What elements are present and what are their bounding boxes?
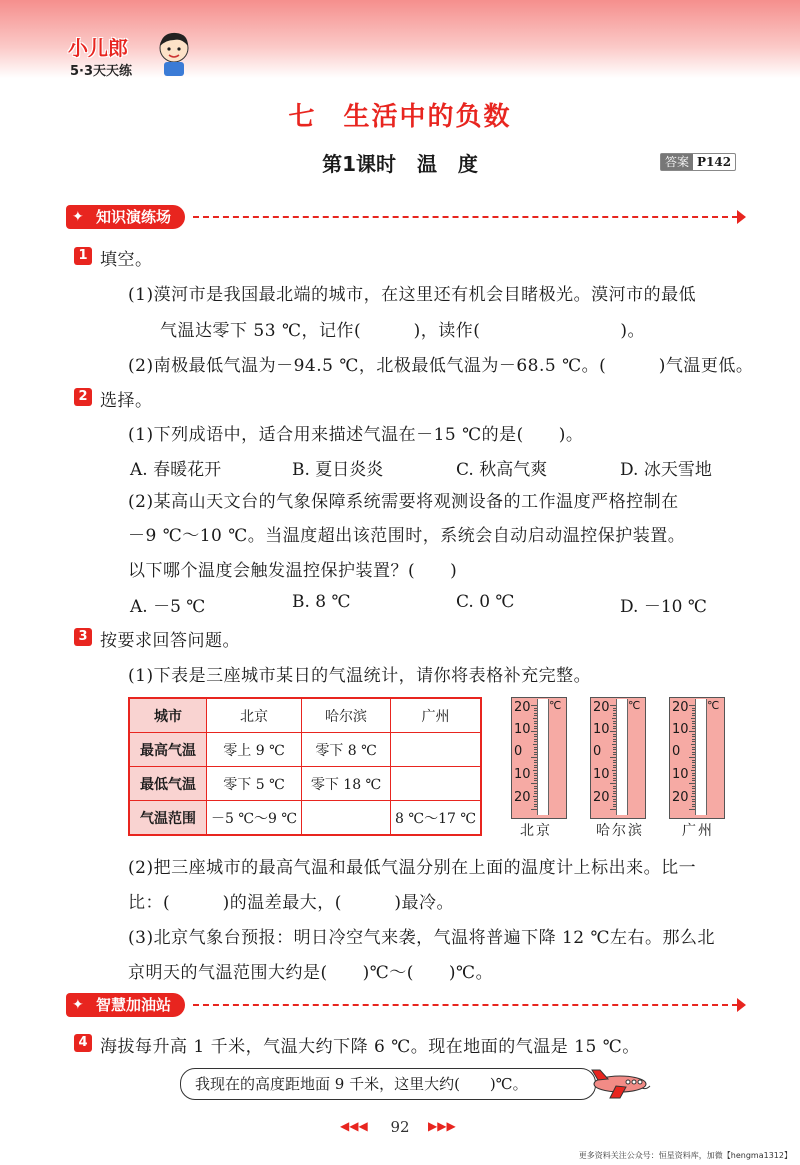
- thermometer-tick: [613, 741, 616, 742]
- thermometer-tick: [534, 786, 537, 787]
- dashed-divider: [193, 1004, 738, 1006]
- thermometer-tick: [689, 783, 695, 784]
- tick-label: 0: [672, 744, 681, 759]
- thermometer-tick: [534, 728, 537, 729]
- table-cell: －5 ℃～9 ℃: [207, 801, 302, 836]
- thermometer-tick: [691, 796, 695, 797]
- thermometer-tick: [689, 809, 695, 810]
- thermometer-tick: [533, 770, 537, 771]
- tick-label: 20: [514, 790, 531, 805]
- thermometer-tube: [537, 699, 549, 815]
- thermometer-tick: [613, 780, 616, 781]
- thermometer-tick: [692, 767, 695, 768]
- thermometer-tick: [534, 788, 537, 789]
- thermometer-tick: [692, 804, 695, 805]
- thermometer-tick: [534, 780, 537, 781]
- section-pill: [66, 993, 185, 1017]
- thermometer-tick: [534, 775, 537, 776]
- thermometer-tick: [692, 736, 695, 737]
- tick-label: 0: [514, 744, 523, 759]
- thermometer-tick: [531, 809, 537, 810]
- thermometer-tick: [534, 736, 537, 737]
- thermometer-tick: [692, 799, 695, 800]
- city-label: 广州: [682, 823, 714, 839]
- thermometer-tick: [533, 718, 537, 719]
- thermometer-tick: [613, 760, 616, 761]
- question-line: (1)漠河市是我国最北端的城市，在这里还有机会目睹极光。漠河市的最低: [128, 285, 697, 305]
- question-number: 1: [74, 247, 92, 265]
- thermometer-tick: [692, 801, 695, 802]
- thermometer-tick: [692, 713, 695, 714]
- thermometer-tick: [534, 713, 537, 714]
- option-b: B. 夏日炎炎: [292, 460, 384, 480]
- thermometer-tick: [534, 747, 537, 748]
- thermometer-tick: [534, 739, 537, 740]
- thermometer-tick: [613, 791, 616, 792]
- thermometer-tick: [613, 723, 616, 724]
- thermometer-tick: [613, 726, 616, 727]
- tick-label: 0: [593, 744, 602, 759]
- thermometer-tick: [691, 718, 695, 719]
- table-row: [129, 767, 481, 801]
- thermometer-tick: [692, 721, 695, 722]
- table-cell-blank[interactable]: [391, 733, 481, 767]
- thermometer-tick: [534, 778, 537, 779]
- logo-subtitle: 5·3天天练: [70, 64, 133, 79]
- section-header-practice: [66, 205, 746, 229]
- answer-reference: [660, 153, 736, 171]
- table-cell: 零上 9 ℃: [207, 733, 302, 767]
- thermometer-tick: [692, 708, 695, 709]
- question-line: 比：( )的温差最大，( )最冷。: [128, 893, 455, 913]
- table-header-cell: 城市: [129, 698, 207, 733]
- thermometer-tick: [613, 762, 616, 763]
- option-d: D. 冰天雪地: [620, 460, 712, 480]
- thermometer-tick: [692, 806, 695, 807]
- thermometer-tick: [612, 718, 616, 719]
- table-cell: 零下 5 ℃: [207, 767, 302, 801]
- thermometer-tick: [692, 749, 695, 750]
- thermometer-tick: [692, 747, 695, 748]
- table-row: [129, 733, 481, 767]
- thermometer-tick: [692, 760, 695, 761]
- thermometer-tick: [531, 705, 537, 706]
- table-header-cell: 广州: [391, 698, 481, 733]
- city-label: 北京: [520, 823, 552, 839]
- thermometer-tick: [534, 710, 537, 711]
- question-line: (2)南极最低气温为－94.5 ℃，北极最低气温为－68.5 ℃。( )气温更低。: [128, 356, 754, 376]
- sparkle-icon: ✦: [72, 209, 84, 225]
- option-a: A. 春暖花开: [130, 460, 222, 480]
- section-title: 智慧加油站: [96, 996, 172, 1014]
- question-line: (2)某高山天文台的气象保障系统需要将观测设备的工作温度严格控制在: [128, 492, 679, 512]
- page-number: 92: [390, 1118, 410, 1136]
- thermometer-tick: [613, 765, 616, 766]
- thermometer-tick: [613, 752, 616, 753]
- brand-logo: [62, 28, 192, 88]
- tick-label: 10: [672, 722, 689, 737]
- thermometer-tick: [613, 773, 616, 774]
- option-c: C. 0 ℃: [456, 592, 515, 612]
- thermometer-tick: [613, 715, 616, 716]
- thermometer-tick: [610, 731, 616, 732]
- table-cell: 零下 18 ℃: [302, 767, 391, 801]
- tick-label: 10: [593, 767, 610, 782]
- question-line: (1)下表是三座城市某日的气温统计，请你将表格补充完整。: [128, 666, 592, 686]
- question-line: 以下哪个温度会触发温控保护装置？( ): [128, 561, 458, 581]
- thermometer-tick: [534, 760, 537, 761]
- thermometer-tick: [692, 728, 695, 729]
- sparkle-icon: ✦: [72, 997, 84, 1013]
- thermometer-tick: [531, 731, 537, 732]
- arrow-icon: [737, 998, 746, 1012]
- tick-label: 20: [672, 700, 689, 715]
- row-label: 最低气温: [129, 767, 207, 801]
- question-number: 2: [74, 388, 92, 406]
- thermometer-tick: [534, 762, 537, 763]
- row-label: 最高气温: [129, 733, 207, 767]
- question-line: 京明天的气温范围大约是( )℃～( )℃。: [128, 963, 494, 983]
- thermometer-tick: [691, 744, 695, 745]
- thermometer-tick: [612, 770, 616, 771]
- thermometer-tick: [689, 705, 695, 706]
- thermometer-tick: [613, 728, 616, 729]
- thermometer-tick: [613, 708, 616, 709]
- city-label: 哈尔滨: [596, 823, 644, 839]
- thermometer-tick: [613, 736, 616, 737]
- thermometer-tick: [613, 804, 616, 805]
- thermometer-tick: [613, 801, 616, 802]
- table-row: [129, 801, 481, 836]
- arrow-icon: [737, 210, 746, 224]
- airplane-icon: [590, 1066, 654, 1100]
- thermometer-tick: [692, 793, 695, 794]
- table-cell-blank[interactable]: [302, 801, 391, 836]
- thermometer-tick: [534, 741, 537, 742]
- thermometer-tick: [613, 778, 616, 779]
- thermometer-tick: [534, 754, 537, 755]
- thermometer-tube: [616, 699, 628, 815]
- thermometer-tick: [692, 710, 695, 711]
- section-title: 知识演练场: [96, 208, 172, 226]
- unit-label: ℃: [628, 699, 641, 712]
- footer-note: 更多资料关注公众号：恒星资料库，加微【hengma1312】: [578, 1151, 792, 1160]
- question-stem: 按要求回答问题。: [100, 631, 240, 651]
- thermometer-tick: [613, 806, 616, 807]
- question-number: 3: [74, 628, 92, 646]
- thermometer-tick: [610, 809, 616, 810]
- table-header-cell: 北京: [207, 698, 302, 733]
- thermometer-tick: [692, 762, 695, 763]
- table-cell: 8 ℃～17 ℃: [391, 801, 481, 836]
- question-stem: 填空。: [100, 250, 153, 270]
- speech-bubble: 我现在的高度距地面 9 千米，这里大约( )℃。: [180, 1068, 596, 1100]
- thermometer-tick: [691, 770, 695, 771]
- table-header-row: [129, 698, 481, 733]
- thermometer-tick: [534, 806, 537, 807]
- tick-label: 20: [593, 790, 610, 805]
- lesson-title: 第1课时 温 度: [322, 152, 478, 176]
- table-header-cell: 哈尔滨: [302, 698, 391, 733]
- thermometer-tick: [613, 767, 616, 768]
- thermometer-tick: [613, 775, 616, 776]
- question-line: (1)下列成语中，适合用来描述气温在－15 ℃的是( )。: [128, 425, 584, 445]
- logo-title: 小儿郎: [68, 36, 128, 60]
- thermometer-tick: [531, 783, 537, 784]
- thermometer-tick: [613, 749, 616, 750]
- thermometer-tick: [534, 793, 537, 794]
- thermometer-tick: [692, 739, 695, 740]
- thermometer-tick: [534, 726, 537, 727]
- thermometer-beijing[interactable]: [511, 697, 567, 819]
- thermometer-tick: [533, 796, 537, 797]
- question-stem: 选择。: [100, 391, 153, 411]
- thermometer-tick: [534, 801, 537, 802]
- thermometer-tick: [534, 752, 537, 753]
- thermometer-tick: [533, 744, 537, 745]
- thermometer-tick: [613, 793, 616, 794]
- tick-label: 10: [514, 767, 531, 782]
- thermometer-tick: [692, 752, 695, 753]
- thermometer-tick: [692, 788, 695, 789]
- thermometer-tick: [534, 734, 537, 735]
- thermometer-tick: [534, 708, 537, 709]
- unit-label: ℃: [707, 699, 720, 712]
- section-pill: [66, 205, 185, 229]
- thermometer-tick: [534, 715, 537, 716]
- tick-label: 20: [514, 700, 531, 715]
- question-line: (2)把三座城市的最高气温和最低气温分别在上面的温度计上标出来。比一: [128, 858, 697, 878]
- thermometer-tick: [534, 791, 537, 792]
- thermometer-tick: [610, 783, 616, 784]
- thermometer-tick: [531, 757, 537, 758]
- thermometer-tick: [613, 721, 616, 722]
- question-line: 气温达零下 53 ℃，记作( )，读作( )。: [160, 321, 645, 341]
- table-cell: 零下 8 ℃: [302, 733, 391, 767]
- question-line: －9 ℃～10 ℃。当温度超出该范围时，系统会自动启动温控保护装置。: [128, 526, 686, 546]
- thermometer-tick: [692, 773, 695, 774]
- question-line: (3)北京气象台预报：明日冷空气来袭，气温将普遍下降 12 ℃左右。那么北: [128, 928, 716, 948]
- thermometer-tick: [534, 765, 537, 766]
- prev-arrows-icon: ◀◀◀: [340, 1119, 368, 1133]
- section-header-challenge: [66, 993, 746, 1017]
- thermometer-tick: [612, 744, 616, 745]
- thermometer-tick: [534, 721, 537, 722]
- thermometer-tube: [695, 699, 707, 815]
- thermometer-tick: [613, 786, 616, 787]
- unit-label: ℃: [549, 699, 562, 712]
- table-cell-blank[interactable]: [391, 767, 481, 801]
- thermometer-tick: [534, 799, 537, 800]
- thermometer-tick: [613, 710, 616, 711]
- tick-label: 20: [593, 700, 610, 715]
- tick-label: 10: [672, 767, 689, 782]
- thermometer-tick: [692, 754, 695, 755]
- thermometer-tick: [692, 780, 695, 781]
- option-d: D. －10 ℃: [620, 597, 707, 617]
- thermometer-tick: [613, 734, 616, 735]
- temperature-table: [128, 697, 482, 836]
- thermometer-harbin[interactable]: [590, 697, 646, 819]
- row-label: 气温范围: [129, 801, 207, 836]
- thermometer-tick: [692, 765, 695, 766]
- option-a: A. －5 ℃: [130, 597, 206, 617]
- thermometer-tick: [613, 799, 616, 800]
- thermometer-tick: [692, 786, 695, 787]
- thermometer-tick: [613, 754, 616, 755]
- answer-label: 答案: [661, 154, 693, 170]
- next-arrows-icon: ▶▶▶: [428, 1119, 456, 1133]
- tick-label: 10: [593, 722, 610, 737]
- thermometer-tick: [534, 723, 537, 724]
- thermometer-tick: [534, 767, 537, 768]
- thermometer-tick: [692, 775, 695, 776]
- tick-label: 20: [672, 790, 689, 805]
- question-number: 4: [74, 1034, 92, 1052]
- thermometer-tick: [613, 739, 616, 740]
- thermometer-tick: [689, 731, 695, 732]
- thermometer-tick: [610, 757, 616, 758]
- thermometer-tick: [689, 757, 695, 758]
- thermometer-tick: [534, 804, 537, 805]
- thermometer-tick: [692, 791, 695, 792]
- thermometer-tick: [692, 778, 695, 779]
- option-c: C. 秋高气爽: [456, 460, 548, 480]
- thermometer-tick: [613, 713, 616, 714]
- thermometer-tick: [610, 705, 616, 706]
- boy-mascot-icon: [154, 28, 194, 78]
- thermometer-tick: [613, 788, 616, 789]
- thermometer-tick: [692, 726, 695, 727]
- thermometer-tick: [612, 796, 616, 797]
- thermometer-tick: [692, 723, 695, 724]
- question-stem: 海拔每升高 1 千米，气温大约下降 6 ℃。现在地面的气温是 15 ℃。: [100, 1037, 640, 1057]
- thermometer-guangzhou[interactable]: [669, 697, 725, 819]
- thermometer-tick: [692, 715, 695, 716]
- dashed-divider: [193, 216, 738, 218]
- tick-label: 10: [514, 722, 531, 737]
- answer-page: P142: [697, 155, 732, 169]
- thermometer-tick: [534, 749, 537, 750]
- thermometer-tick: [534, 773, 537, 774]
- thermometer-tick: [692, 734, 695, 735]
- option-b: B. 8 ℃: [292, 592, 351, 612]
- unit-title: 七 生活中的负数: [288, 102, 512, 132]
- thermometer-tick: [613, 747, 616, 748]
- thermometer-tick: [692, 741, 695, 742]
